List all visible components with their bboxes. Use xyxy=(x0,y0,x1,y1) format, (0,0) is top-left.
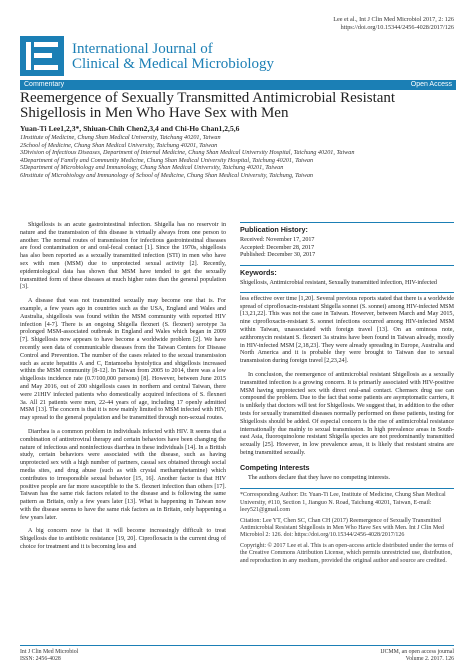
journal-title-line1: International Journal of xyxy=(72,41,213,57)
body-paragraph: In conclusion, the reemergence of antimicrobial resistant Shigellosis as a sexually transmitted infection is a growing concern. It is primarily associated with HIV-positive MSM having unprotected sex with direct oral-anal contact. Chemsex drug use can compound the problem. Due to the fact that some patients are asymptomatic carriers, it is unlikely that doctors will test for Shigellosis. We suggest that, in addition to the other tests for sexually transmitted diseases normally performed on these patients, testing for Shigellosis should be added. Of especial concern is the rise of antimicrobial resistance internationally due mainly to sexual transmission. In high prevalence areas in South-east Asia, fluoroquinolone resistant Shigella species are not predominantly transmitted sexually [25]. However, in low prevalence areas, it is likely that resistant strains are being transmitted sexually. xyxy=(240,371,454,456)
competing-interests-text: The authors declare that they have no competing interests. xyxy=(248,474,390,481)
affiliation-5: 5Department of Microbiology and Immunology, Chung Shan Medical University, Taichung 40201, Taiwan xyxy=(20,164,284,172)
accepted-date: Accepted: December 28, 2017 xyxy=(240,244,315,251)
publication-history-heading: Publication History: xyxy=(240,225,308,234)
open-access-label: Open Access xyxy=(410,81,452,88)
keywords-box xyxy=(240,265,454,288)
body-paragraph: Diarrhea is a common problem in individuals infected with HIV. It seems that a combination of antiretroviral therapy and certain behaviors have been changing the nature of infectious and noninfectious diarrhea in these individuals [14]. In a British study, certain behaviors were associated with the disease, such as having unprotected sex with a high number of partners, casual sex obtained through social media sites, and drug abuse (such as with crystal methamphetamine) which contributes to irresponsible sexual behavior [15, 16]. Another factor is that HIV positive people are far more susceptible to the S. flexneri infection than others [17]. Taiwan has the same risk factors related to the disease and is following the same pattern as Britain, only a few years later [13]. What is happening in Taiwan now with the disease seems to have the same risk factors as in Britain, only happening a few years later. xyxy=(20,428,226,521)
journal-logo-icon xyxy=(20,36,64,76)
journal-banner xyxy=(20,36,456,80)
article-title: Reemergence of Sexually Transmitted Antimicrobial Resistant Shigellosis in Men Who Have Sex with Men xyxy=(20,90,396,121)
received-date: Received: November 17, 2017 xyxy=(240,236,315,243)
body-paragraph: Shigellosis is an acute gastrointestinal infection. Shigella has no reservoir in nature and the transmission of this disease is virtually always from one person to another. The normal routes of transmission for infectious gastrointestinal diseases are food contamination or and oral-fecal contact [1]. Since the 1970s, shigellosis has also been reported as a sexually transmitted infection (STI) in men who have sex with men (MSM) due to unprotected sexual activity [2]. Recently, epidemiological data has shown that MSM have tended to get the sexually transmitted form of these diseases at much higher rates than the general population [3]. xyxy=(20,222,226,291)
journal-title xyxy=(72,42,274,72)
affiliation-3: 3Division of Infectious Diseases, Department of Internal Medicine, Chung Shan Medical University Hospital, Taichung 40201, Taiwan xyxy=(20,149,355,157)
affiliation-1: 1Institute of Medicine, Chung Shan Medical University, Taichung 40201, Taiwan xyxy=(20,134,221,141)
footer-volume: Volume 2. 2017. 126 xyxy=(405,656,454,662)
corresponding-author: *Corresponding Author: Dr. Yuan-Ti Lee, Institute of Medicine, Chung Shan Medical University, #110, Section 1, Jianguo N. Road, Taichung 40201, Taiwan, E-mail: leey521@gmail.com xyxy=(240,492,446,514)
article-type: Commentary xyxy=(24,81,65,88)
citation-line: Lee et al., Int J Clin Med Microbiol 2017, 2: 126 xyxy=(333,16,454,23)
left-column xyxy=(20,222,226,558)
journal-title-line2: Clinical & Medical Microbiology xyxy=(72,56,275,72)
footer-journal: Int J Clin Med Microbiol xyxy=(20,649,79,655)
page-header xyxy=(333,16,454,32)
footer-journal-note: IJCMM, an open access journal xyxy=(380,649,454,655)
body-paragraph: A disease that was not transmitted sexually may become one that is. For example, a few years ago in countries such as the USA, England and Wales and Australia, shigellosis was found within the MSM community with reported HIV infection [4-7]. There is an ongoing Shigella flexneri (S. flexneri) serotype 3a prolonged MSM-associated outbreak in England and Wales which began in 2009 [7]. Shigellosis now appears to have become a worldwide problem [2]. We have recently seen data of communicable diseases from the Taiwan Centers for Disease Control and Prevention. The number of the cases related to the sexual transmission such as acute hepatitis A and C, Entamoeba hystolytica and shigellosis increased within the MSM community [8-12]. In Taiwan from 2005 to 2014, there was a low shigellosis incidence rate (0.7/100,000 persons) [8]. However, between June 2015 and May 2016, out of 200 shigellosis cases in northern and central Taiwan, there were 21HIV infected patients who domestically acquired infections of S. flexneri 3a. All 21 patients were men, 22-44 years of age, including 17 openly admitted MSM [13]. The concern is that it is now mainly limited to MSM infected with HIV, may spread to the general population and be transmitted through non-sexual routes. xyxy=(20,298,226,422)
publication-history xyxy=(240,222,454,260)
author-list: Yuan-Ti Lee1,2,3*, Shiuan-Chih Chen2,3,4 and Chi-Ho Chan1,2,5,6 xyxy=(20,124,240,133)
affiliations xyxy=(20,134,456,180)
competing-interests-heading: Competing Interests xyxy=(240,462,310,472)
page-footer xyxy=(20,645,454,668)
published-date: Published: December 30, 2017 xyxy=(240,252,316,259)
keywords-text: Shigellosis, Antimicrobial resistant, Sexually transmitted infection, HIV-infected xyxy=(240,279,437,286)
keywords-heading: Keywords: xyxy=(240,268,277,278)
body-paragraph: less effective over time [1,20]. Several previous reports stated that there is a worldwide spread of ciprofloxacin-resistant Shigella sonnei (S. sonnei) among HIV-infected MSM [13,21,22]. This was not the case in Taiwan. However, between March and May 2015, nine ciprofloxacin-resistant S. sonnei infections occurred among HIV-infected MSM within Taiwan, unassociated with foreign travel [13]. On an ominous note, azithromycin resistant S. flexneri 3a strains have been found in Taiwan already, mostly in HIV-infected MSM [2,18,23]. They were already spreading in Europe, Australia and North America and it is probable they were brought to Taiwan due to sexual transmission during foreign travel [2,23,24]. xyxy=(240,295,454,365)
doi-link[interactable]: https://doi.org/10.15344/2456-4028/2017/126 xyxy=(340,24,454,31)
footer-issn: ISSN: 2456-4028 xyxy=(20,656,61,662)
affiliation-2: 2School of Medicine, Chung Shan Medical University, Taichung 40201, Taiwan xyxy=(20,141,218,149)
citation-note: Citation: Lee YT, Chen SC, Chan CH (2017) Reemergence of Sexually Transmitted Antimicrobial Resistant Shigellosis in Men Who Have Sex with Men. Int J Clin Med Microbiol 2: 126. doi: https://doi.org/10.15344/2456-4028/2017/126 xyxy=(240,517,444,539)
body-paragraph: A big concern now is that it will become increasingly difficult to treat Shigellosis due to antibiotic resistance [19, 20]. Ciprofloxacin is the current drug of choice for treatment and it is becoming less and xyxy=(20,528,226,551)
article-type-band xyxy=(20,80,456,90)
affiliation-4: 4Department of Family and Community Medicine, Chung Shan Medical University Hospital, Taichung 40201, Taiwan xyxy=(20,156,314,164)
copyright-note: Copyright: © 2017 Lee et al. This is an open-access article distributed under the terms of the Creative Commons Attribution License, which permits unrestricted use, distribution, and reproduction in any medium, provided the original author and source are credited. xyxy=(240,542,454,564)
right-column xyxy=(240,222,454,565)
affiliation-6: 6Institute of Microbiology and Immunology of School of Medicine, Chung Shan Medical University, Taichung, Taiwan xyxy=(20,171,314,179)
